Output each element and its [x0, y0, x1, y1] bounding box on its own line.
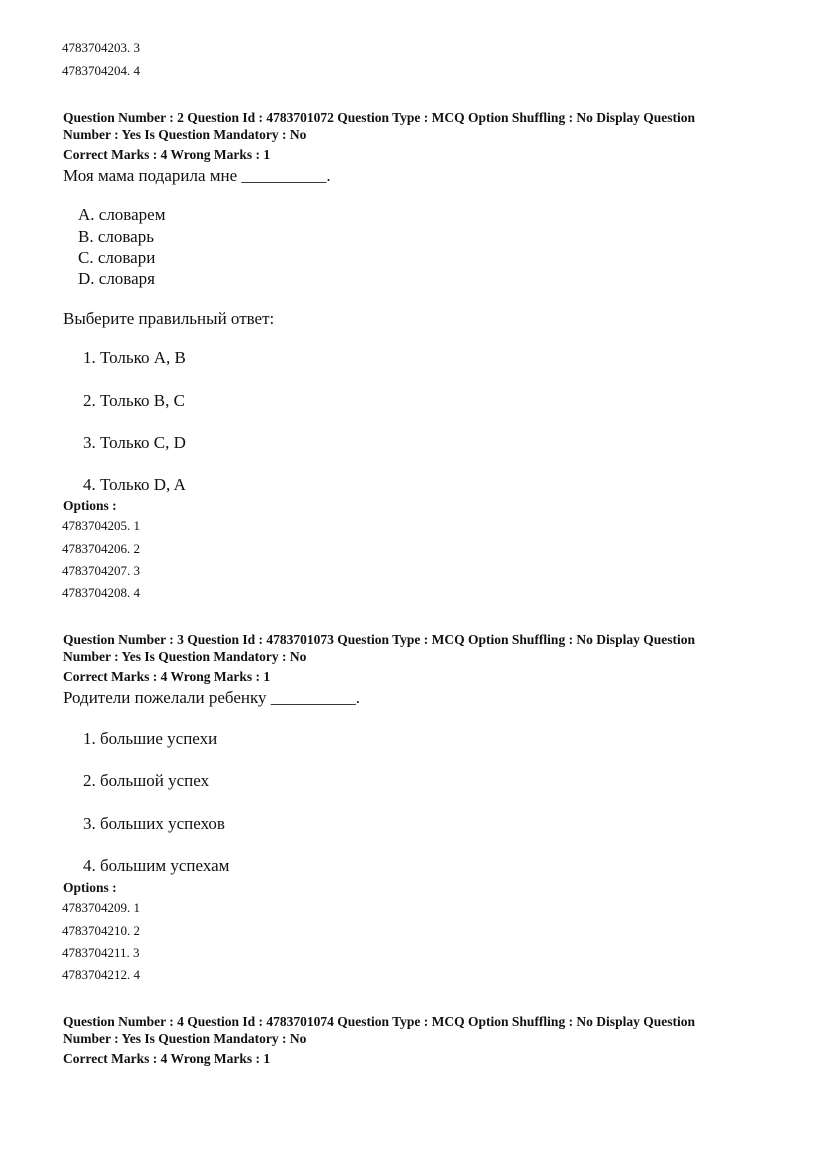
item-b: B. словарь	[78, 227, 154, 246]
question-marks: Correct Marks : 4 Wrong Marks : 1	[63, 147, 271, 162]
item-c: C. словари	[78, 248, 156, 267]
question-header: Question Number : 4 Question Id : 4783701074 Question Type : MCQ Option Shuffling : No Display Question	[63, 1014, 695, 1029]
options-label: Options :	[63, 498, 117, 513]
answer-choice: 4. Только D, A	[83, 475, 186, 494]
option-id: 4783704205. 1	[62, 518, 140, 533]
question-marks: Correct Marks : 4 Wrong Marks : 1	[63, 1051, 271, 1066]
question-header-cont: Number : Yes Is Question Mandatory : No	[63, 649, 307, 664]
option-id: 4783704208. 4	[62, 585, 140, 600]
question-prompt: Выберите правильный ответ:	[63, 309, 275, 328]
answer-choice: 2. Только B, C	[83, 391, 185, 410]
answer-choice: 4. большим успехам	[83, 856, 230, 875]
question-text: Моя мама подарила мне __________.	[63, 166, 331, 185]
question-marks: Correct Marks : 4 Wrong Marks : 1	[63, 669, 271, 684]
options-label: Options :	[63, 880, 117, 895]
option-id: 4783704204. 4	[62, 63, 140, 78]
item-a: A. словарем	[78, 205, 166, 224]
item-d: D. словаря	[78, 269, 155, 288]
option-id: 4783704207. 3	[62, 563, 140, 578]
question-header: Question Number : 2 Question Id : 4783701072 Question Type : MCQ Option Shuffling : No Display Question	[63, 110, 695, 125]
option-id: 4783704212. 4	[62, 967, 140, 982]
answer-choice: 3. Только C, D	[83, 433, 186, 452]
answer-choice: 1. большие успехи	[83, 729, 218, 748]
option-id: 4783704211. 3	[62, 945, 140, 960]
option-id: 4783704203. 3	[62, 40, 140, 55]
answer-choice: 2. большой успех	[83, 771, 210, 790]
option-id: 4783704206. 2	[62, 541, 140, 556]
option-id: 4783704210. 2	[62, 923, 140, 938]
question-header-cont: Number : Yes Is Question Mandatory : No	[63, 1031, 307, 1046]
answer-choice: 1. Только A, B	[83, 348, 186, 367]
answer-choice: 3. больших успехов	[83, 814, 225, 833]
question-text: Родители пожелали ребенку __________.	[63, 688, 360, 707]
option-id: 4783704209. 1	[62, 900, 140, 915]
question-header: Question Number : 3 Question Id : 4783701073 Question Type : MCQ Option Shuffling : No Display Question	[63, 632, 695, 647]
question-header-cont: Number : Yes Is Question Mandatory : No	[63, 127, 307, 142]
